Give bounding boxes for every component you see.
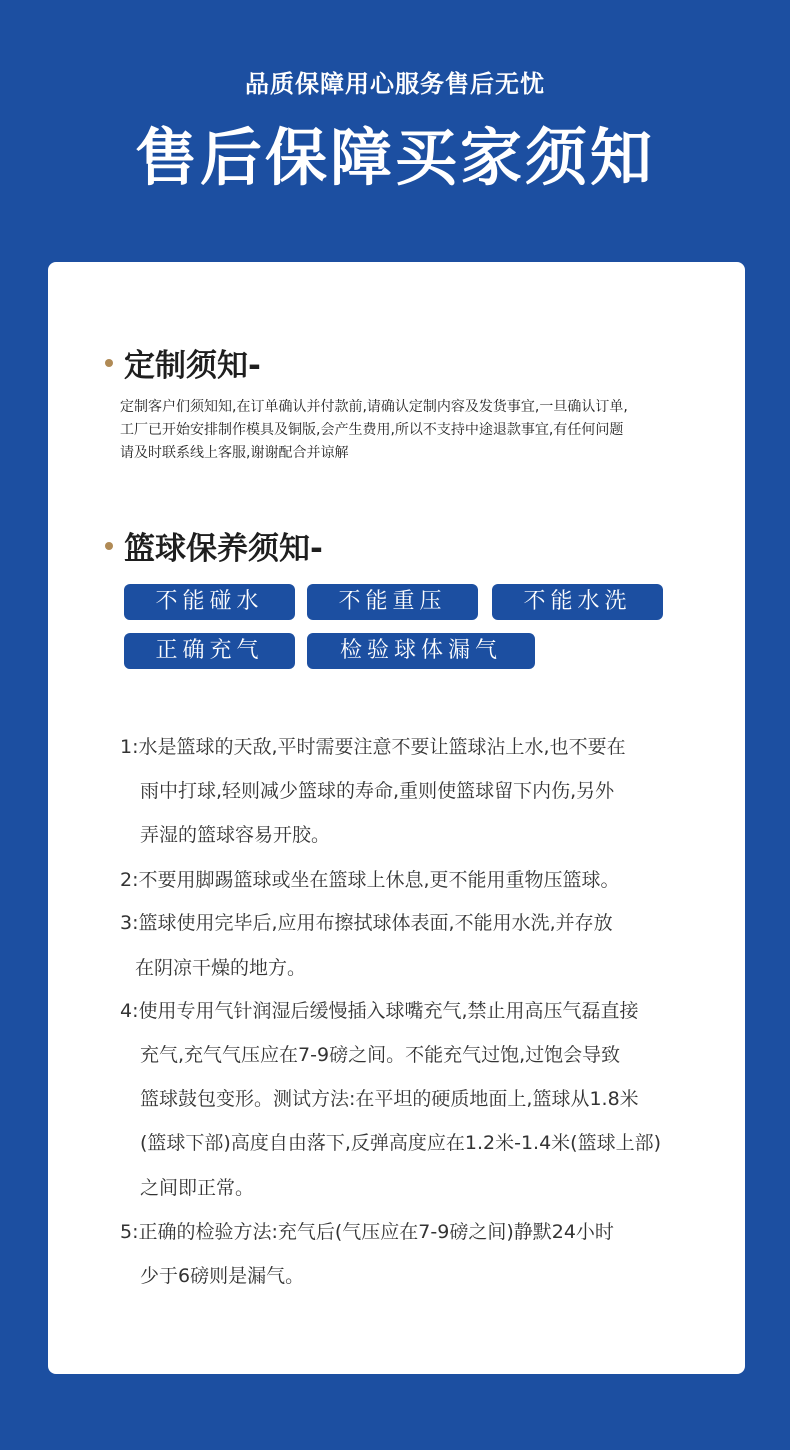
care-item-line: 4:使用专用气针润湿后缓慢插入球嘴充气,禁止用高压气磊直接 — [120, 1000, 639, 1022]
tag-no-pressure: 不能重压 — [307, 584, 478, 620]
tag-leak-check: 检验球体漏气 — [307, 633, 535, 669]
tag-no-wash: 不能水洗 — [492, 584, 663, 620]
care-item-line: 在阴凉干燥的地方。 — [135, 957, 307, 979]
care-item-line: 充气,充气气压应在7-9磅之间。不能充气过饱,过饱会导致 — [140, 1044, 621, 1066]
care-item-line: 1:水是篮球的天敌,平时需要注意不要让篮球沾上水,也不要在 — [120, 736, 626, 758]
care-item-line: (篮球下部)高度自由落下,反弹高度应在1.2米-1.4米(篮球上部) — [140, 1132, 661, 1154]
custom-notice-line: 定制客户们须知知,在订单确认并付款前,请确认定制内容及发货事宜,一旦确认订单, — [120, 399, 628, 415]
bullet-dot-icon — [105, 359, 113, 367]
notice-card — [48, 262, 745, 1374]
care-item-line: 雨中打球,轻则减少篮球的寿命,重则使篮球留下内伤,另外 — [140, 780, 615, 802]
custom-notice-line: 请及时联系线上客服,谢谢配合并谅解 — [120, 445, 349, 461]
care-item-line: 篮球鼓包变形。测试方法:在平坦的硬质地面上,篮球从1.8米 — [140, 1088, 639, 1110]
care-item-line: 2:不要用脚踢篮球或坐在篮球上休息,更不能用重物压篮球。 — [120, 869, 620, 891]
custom-notice-heading: 定制须知- — [124, 348, 261, 384]
care-notice-heading: 篮球保养须知- — [124, 531, 323, 567]
tag-no-water: 不能碰水 — [124, 584, 295, 620]
page-title: 售后保障买家须知 — [134, 121, 655, 194]
care-item-line: 之间即正常。 — [140, 1177, 255, 1199]
page-subtitle: 品质保障用心服务售后无忧 — [245, 70, 545, 98]
bullet-dot-icon — [105, 542, 113, 550]
tag-correct-inflation: 正确充气 — [124, 633, 295, 669]
care-item-line: 少于6磅则是漏气。 — [140, 1265, 305, 1287]
care-item-line: 3:篮球使用完毕后,应用布擦拭球体表面,不能用水洗,并存放 — [120, 912, 613, 934]
care-item-line: 5:正确的检验方法:充气后(气压应在7-9磅之间)静默24小时 — [120, 1221, 614, 1243]
custom-notice-line: 工厂已开始安排制作模具及铜版,会产生费用,所以不支持中途退款事宜,有任何问题 — [120, 422, 624, 438]
custom-notice-text — [120, 396, 720, 465]
care-item-line: 弄湿的篮球容易开胶。 — [140, 824, 331, 846]
